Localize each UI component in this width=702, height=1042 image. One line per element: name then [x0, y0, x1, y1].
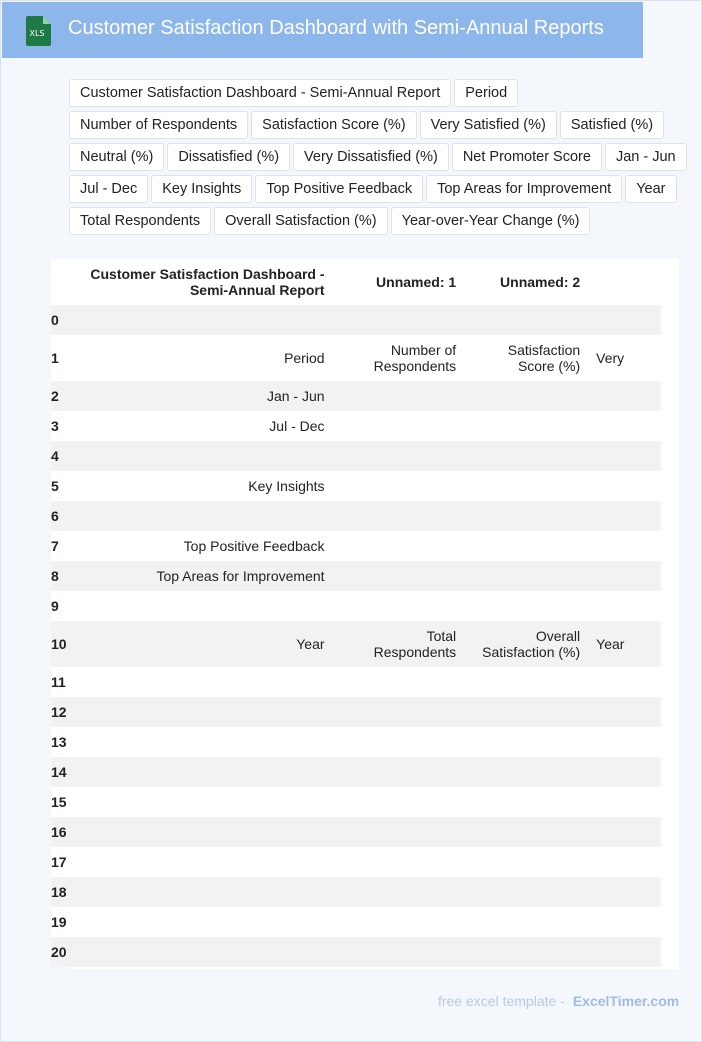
row-index: 9	[51, 598, 59, 614]
row-index: 8	[51, 568, 59, 584]
table-row	[51, 757, 661, 787]
column-header: Unnamed: 1	[376, 274, 457, 290]
row-index: 3	[51, 418, 59, 434]
row-index: 20	[51, 944, 67, 960]
cell-text: Very	[596, 350, 625, 366]
column-header	[588, 259, 661, 305]
table-row	[51, 591, 661, 621]
table-cell	[75, 727, 333, 757]
row-index: 7	[51, 538, 59, 554]
table-cell	[75, 697, 333, 727]
column-chip[interactable]: Very Dissatisfied (%)	[293, 143, 449, 171]
table-cell	[333, 787, 465, 817]
table-cell	[333, 667, 465, 697]
table-cell	[588, 937, 661, 967]
column-chip[interactable]: Year-over-Year Change (%)	[391, 207, 591, 235]
table-cell	[464, 381, 588, 411]
table-cell	[333, 697, 465, 727]
row-index: 11	[51, 674, 66, 690]
row-index: 12	[51, 704, 67, 720]
title-bar	[2, 2, 643, 58]
table-cell	[588, 591, 661, 621]
table-cell: Jul - Dec	[269, 418, 325, 434]
table-cell	[464, 907, 588, 937]
table-cell	[75, 847, 333, 877]
table-cell	[75, 501, 333, 531]
footer-credit	[438, 993, 679, 1009]
table-row	[51, 817, 661, 847]
index-header	[51, 259, 75, 305]
table-cell	[464, 817, 588, 847]
table-cell	[333, 847, 465, 877]
table-cell	[333, 441, 465, 471]
table-cell	[75, 817, 333, 847]
table-cell	[333, 817, 465, 847]
row-index: 0	[51, 312, 59, 328]
column-header: Unnamed: 2	[500, 274, 581, 290]
table-cell	[588, 381, 661, 411]
row-index: 5	[51, 478, 59, 494]
table-cell	[464, 441, 588, 471]
row-index: 6	[51, 508, 59, 524]
table-cell	[75, 305, 333, 335]
table-cell	[75, 937, 333, 967]
table-cell: Overall Satisfaction (%)	[482, 628, 581, 660]
table-cell	[464, 757, 588, 787]
column-chip[interactable]: Satisfied (%)	[560, 111, 664, 139]
table-row	[51, 531, 661, 561]
table-cell	[588, 727, 661, 757]
column-chip[interactable]: Net Promoter Score	[452, 143, 602, 171]
footer-brand-link[interactable]: ExcelTimer.com	[572, 993, 680, 1009]
table-row	[51, 907, 661, 937]
table-cell: Top Areas for Improvement	[156, 568, 325, 584]
table-cell	[588, 561, 661, 591]
table-cell	[464, 305, 588, 335]
row-index: 18	[51, 884, 67, 900]
table-cell	[464, 411, 588, 441]
table-cell: Total Respondents	[373, 628, 457, 660]
table-cell	[333, 937, 465, 967]
column-header: Customer Satisfaction Dashboard - Semi-Annual Report	[90, 266, 325, 298]
table-cell: Year	[296, 636, 325, 652]
table-cell	[588, 335, 661, 381]
table-row	[51, 727, 661, 757]
table-cell	[333, 561, 465, 591]
table-cell	[588, 305, 661, 335]
row-index: 4	[51, 448, 59, 464]
table-cell: Number of Respondents	[373, 342, 457, 374]
table-cell: Top Positive Feedback	[183, 538, 325, 554]
table-cell	[588, 501, 661, 531]
table-row	[51, 877, 661, 907]
table-cell	[333, 411, 465, 441]
table-row	[51, 667, 661, 697]
table-cell: Satisfaction Score (%)	[507, 342, 581, 374]
table-cell	[464, 501, 588, 531]
table-row	[51, 381, 661, 411]
table-cell	[75, 907, 333, 937]
table-cell	[333, 305, 465, 335]
row-index: 15	[51, 794, 67, 810]
table-cell	[75, 757, 333, 787]
table-cell	[464, 561, 588, 591]
column-chip[interactable]: Jul - Dec	[69, 175, 148, 203]
row-index: 17	[51, 854, 67, 870]
table-row	[51, 305, 661, 335]
table-cell: Period	[284, 350, 325, 366]
table-cell	[333, 381, 465, 411]
table-cell	[464, 937, 588, 967]
row-index: 16	[51, 824, 67, 840]
table-cell	[464, 697, 588, 727]
column-chip[interactable]: Year	[625, 175, 676, 203]
table-row	[51, 471, 661, 501]
table-cell	[333, 591, 465, 621]
data-table	[51, 259, 661, 967]
footer-prefix: free excel template -	[438, 993, 565, 1009]
column-chip[interactable]: Top Positive Feedback	[255, 175, 423, 203]
column-chip[interactable]: Number of Respondents	[69, 111, 248, 139]
table-cell	[588, 757, 661, 787]
spreadsheet-preview	[51, 259, 679, 969]
table-header-row	[51, 259, 661, 305]
table-cell	[333, 531, 465, 561]
table-cell	[333, 501, 465, 531]
table-cell: Jan - Jun	[266, 388, 325, 404]
table-cell	[464, 531, 588, 561]
table-row	[51, 335, 661, 381]
xls-file-icon	[22, 15, 53, 47]
table-row	[51, 441, 661, 471]
column-chip[interactable]: Neutral (%)	[69, 143, 164, 171]
column-chip[interactable]: Period	[454, 79, 518, 107]
column-chip[interactable]: Very Satisfied (%)	[420, 111, 557, 139]
table-cell	[588, 621, 661, 667]
table-cell	[464, 727, 588, 757]
table-cell	[75, 787, 333, 817]
row-index: 14	[51, 764, 67, 780]
table-cell	[333, 907, 465, 937]
table-cell	[588, 787, 661, 817]
column-chip-list	[69, 79, 699, 235]
table-cell	[464, 471, 588, 501]
table-row	[51, 561, 661, 591]
cell-text: Year	[596, 636, 625, 652]
svg-text:XLS: XLS	[29, 29, 45, 38]
table-row	[51, 697, 661, 727]
table-row	[51, 787, 661, 817]
column-chip[interactable]: Top Areas for Improvement	[426, 175, 622, 203]
column-chip[interactable]: Jan - Jun	[605, 143, 687, 171]
table-cell	[464, 667, 588, 697]
column-chip[interactable]: Customer Satisfaction Dashboard - Semi-Annual Report	[69, 79, 451, 107]
table-cell	[75, 877, 333, 907]
row-index: 19	[51, 914, 67, 930]
table-cell	[464, 877, 588, 907]
table-cell	[588, 531, 661, 561]
table-cell	[464, 847, 588, 877]
row-index: 13	[51, 734, 67, 750]
page-title: Customer Satisfaction Dashboard with Semi-Annual Reports	[68, 17, 604, 39]
column-chip[interactable]: Overall Satisfaction (%)	[214, 207, 388, 235]
table-cell	[75, 591, 333, 621]
row-index: 10	[51, 636, 67, 652]
table-row	[51, 847, 661, 877]
table-cell	[588, 877, 661, 907]
row-index: 2	[51, 388, 59, 404]
table-cell	[588, 411, 661, 441]
table-cell	[333, 727, 465, 757]
table-cell	[588, 907, 661, 937]
table-cell	[333, 877, 465, 907]
table-row	[51, 501, 661, 531]
table-cell	[588, 817, 661, 847]
table-cell	[464, 787, 588, 817]
table-cell	[333, 471, 465, 501]
table-cell: Key Insights	[248, 478, 325, 494]
column-chip[interactable]: Key Insights	[151, 175, 252, 203]
table-row	[51, 411, 661, 441]
table-cell	[588, 847, 661, 877]
table-cell	[464, 591, 588, 621]
row-index: 1	[51, 350, 59, 366]
table-cell	[588, 667, 661, 697]
table-cell	[75, 441, 333, 471]
column-chip[interactable]: Dissatisfied (%)	[167, 143, 290, 171]
table-cell	[333, 757, 465, 787]
column-chip[interactable]: Total Respondents	[69, 207, 211, 235]
table-cell	[588, 697, 661, 727]
table-cell	[75, 667, 333, 697]
table-row	[51, 621, 661, 667]
table-cell	[588, 441, 661, 471]
table-cell	[588, 471, 661, 501]
column-chip[interactable]: Satisfaction Score (%)	[251, 111, 416, 139]
table-row	[51, 937, 661, 967]
